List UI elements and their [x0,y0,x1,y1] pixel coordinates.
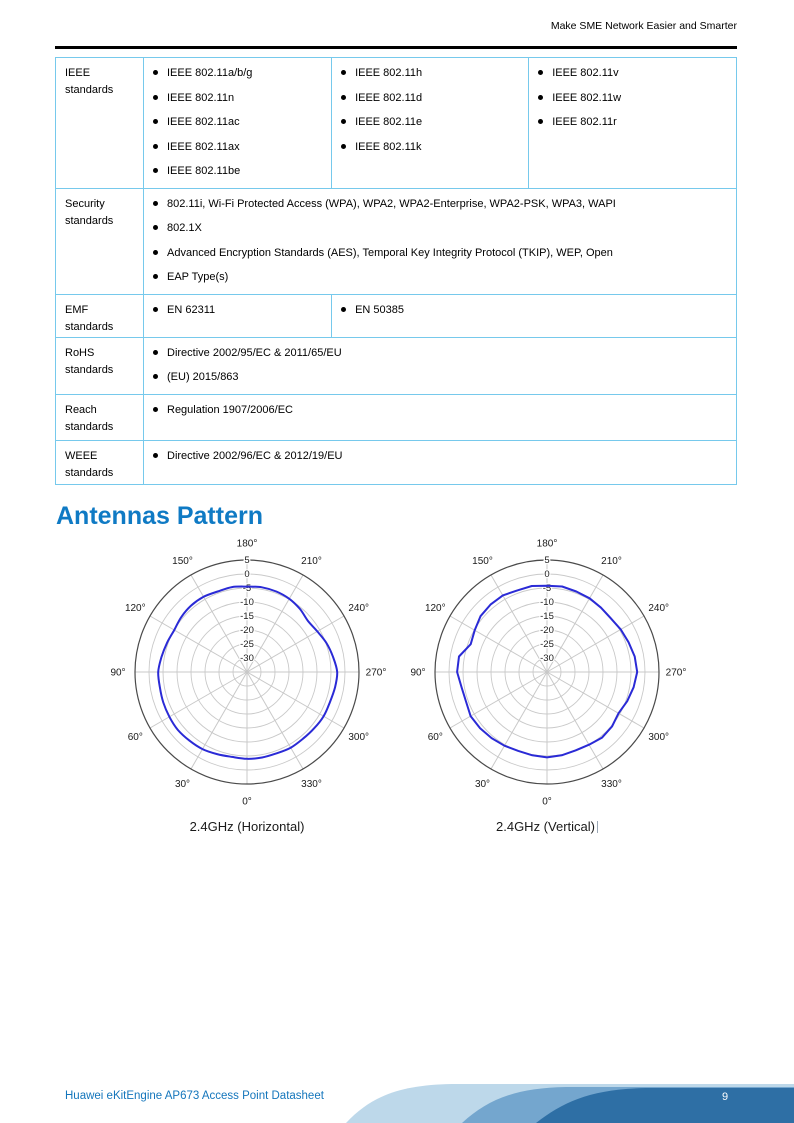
bullet-item [341,139,520,155]
table-cell [331,295,736,337]
radial-tick-label: 5 [244,555,250,566]
table-row [56,58,736,188]
radial-tick-label: -30 [540,653,554,664]
angle-tick-label: 0° [242,796,252,808]
bullet-item [153,163,323,179]
angle-tick-label: 30° [174,779,191,791]
antenna-chart-horizontal [97,520,397,834]
angle-tick-label: 330° [301,779,322,791]
bullet-item [153,402,728,418]
bullet-icon [341,70,346,75]
angle-tick-label: 240° [648,603,670,614]
angle-tick-label: 90° [110,667,126,679]
bullet-text: IEEE 802.11v [552,67,619,79]
angle-tick-label: 180° [236,538,258,550]
bullet-item [153,114,323,130]
angle-tick-label: 330° [601,779,622,791]
row-content [144,189,736,294]
bullet-icon [153,225,158,230]
row-content [144,441,736,484]
table-cell [144,338,736,394]
angle-tick-label: 300° [648,732,670,743]
bullet-text: IEEE 802.11e [355,116,423,128]
bullet-icon [538,119,543,124]
angle-tick-label: 270° [665,667,687,679]
bullet-icon [153,144,158,149]
row-label: IEEE standards [56,58,144,188]
angle-tick-label: 270° [365,667,387,679]
bullet-text: IEEE 802.11w [552,91,622,104]
bullet-text: Directive 2002/95/EC & 2011/65/EU [167,346,342,359]
angle-tick-label: 60° [427,732,443,743]
radial-tick-label: -15 [540,611,554,622]
row-content [144,58,736,188]
table-cell [528,58,736,188]
bullet-item [538,90,728,106]
radial-tick-label: -25 [540,639,554,650]
row-content [144,295,736,337]
bullet-item [153,65,323,81]
angle-tick-label: 180° [536,538,558,550]
row-content [144,395,736,440]
bullet-icon [153,350,158,355]
radial-tick-label: 0 [544,569,550,580]
bullet-icon [538,95,543,100]
bullet-item [538,65,728,81]
bullet-icon [153,168,158,173]
angle-tick-label: 90° [410,667,426,679]
row-label: EMF standards [56,295,144,337]
bullet-text: Advanced Encryption Standards (AES), Temporal Key Integrity Protocol (TKIP), WEP, Open [167,246,613,259]
bullet-text: IEEE 802.11ac [167,116,240,128]
bullet-text: EN 50385 [355,303,404,316]
radial-tick-label: -30 [240,653,254,664]
bullet-text: 802.1X [167,222,202,234]
bullet-icon [153,119,158,124]
radial-tick-label: 0 [244,569,250,580]
angle-tick-label: 0° [542,796,552,808]
chart-caption [97,819,397,834]
bullet-icon [153,374,158,379]
page-number: 9 [721,1091,729,1103]
bullet-item [153,196,728,212]
bullet-icon [341,307,346,312]
bullet-text: (EU) 2015/863 [167,371,239,383]
footer-document-title: Huawei eKitEngine AP673 Access Point Datasheet [65,1090,324,1102]
bullet-text: IEEE 802.11a/b/g [167,67,253,79]
text-cursor [597,821,598,833]
angle-tick-label: 210° [301,555,322,567]
row-content [144,338,736,394]
bullet-text: IEEE 802.11h [355,67,423,79]
angle-tick-label: 210° [601,555,622,567]
bullet-text: EN 62311 [167,303,216,316]
bullet-text: 802.11i, Wi-Fi Protected Access (WPA), WPA2, WPA2-Enterprise, WPA2-PSK, WPA3, WAPI [167,197,616,210]
bullet-item [153,245,728,261]
angle-tick-label: 30° [474,779,491,791]
bullet-text: IEEE 802.11n [167,91,235,104]
table-row [56,394,736,440]
row-label: Security standards [56,189,144,294]
bullet-icon [341,119,346,124]
bullet-icon [153,407,158,412]
angle-tick-label: 240° [348,603,370,614]
bullet-item [153,302,323,318]
bullet-icon [538,70,543,75]
table-cell [144,58,331,188]
row-label: Reach standards [56,395,144,440]
row-label: RoHS standards [56,338,144,394]
bullet-icon [153,250,158,255]
angle-tick-label: 150° [172,555,193,567]
polar-plot [397,520,697,820]
angle-tick-label: 120° [124,603,146,614]
bullet-item [153,369,728,385]
bullet-item [153,448,728,464]
chart-caption [397,819,697,834]
bullet-item [538,114,728,130]
bullet-item [153,269,728,285]
bullet-text: IEEE 802.11r [552,116,617,128]
bullet-text: Regulation 1907/2006/EC [167,403,293,416]
standards-table [55,57,737,485]
bullet-text: IEEE 802.11be [167,165,241,177]
bullet-icon [153,95,158,100]
table-row [56,188,736,294]
polar-plot [97,520,397,820]
bullet-text: IEEE 802.11d [355,91,423,104]
bullet-text: EAP Type(s) [167,271,229,283]
radial-tick-label: 5 [544,555,550,566]
radial-tick-label: -10 [240,597,254,608]
angle-tick-label: 120° [424,603,446,614]
bullet-item [341,114,520,130]
bullet-item [153,139,323,155]
radial-tick-label: -5 [542,583,552,594]
header-rule [55,46,737,49]
table-cell [144,189,736,294]
antenna-chart-vertical [397,520,697,834]
radial-tick-label: -25 [240,639,254,650]
bullet-text: Directive 2002/96/EC & 2012/19/EU [167,449,343,462]
table-row [56,440,736,484]
bullet-icon [153,307,158,312]
radial-tick-label: -15 [240,611,254,622]
bullet-icon [341,95,346,100]
angle-tick-label: 60° [127,732,143,743]
bullet-item [153,90,323,106]
bullet-text: IEEE 802.11k [355,140,422,153]
bullet-item [341,90,520,106]
radial-tick-label: -20 [540,625,554,636]
bullet-icon [153,201,158,206]
table-row [56,337,736,394]
chart-title: 2.4GHz (Horizontal) [189,819,305,834]
header-tagline: Make SME Network Easier and Smarter [550,20,737,32]
bullet-icon [341,144,346,149]
angle-tick-label: 300° [348,732,370,743]
table-cell [144,441,736,484]
radial-tick-label: -10 [540,597,554,608]
bullet-text: IEEE 802.11ax [167,140,240,153]
radial-tick-label: -20 [240,625,254,636]
table-row [56,294,736,337]
radial-tick-label: -5 [242,583,252,594]
bullet-icon [153,453,158,458]
table-cell [144,295,331,337]
bullet-item [153,220,728,236]
bullet-item [341,65,520,81]
table-cell [331,58,528,188]
row-label: WEEE standards [56,441,144,484]
bullet-icon [153,274,158,279]
bullet-item [341,302,728,318]
table-cell [144,395,736,440]
chart-title: 2.4GHz (Vertical) [496,819,595,834]
angle-tick-label: 150° [472,555,493,567]
bullet-item [153,345,728,361]
section-title: Antennas Pattern [56,502,263,530]
bullet-icon [153,70,158,75]
